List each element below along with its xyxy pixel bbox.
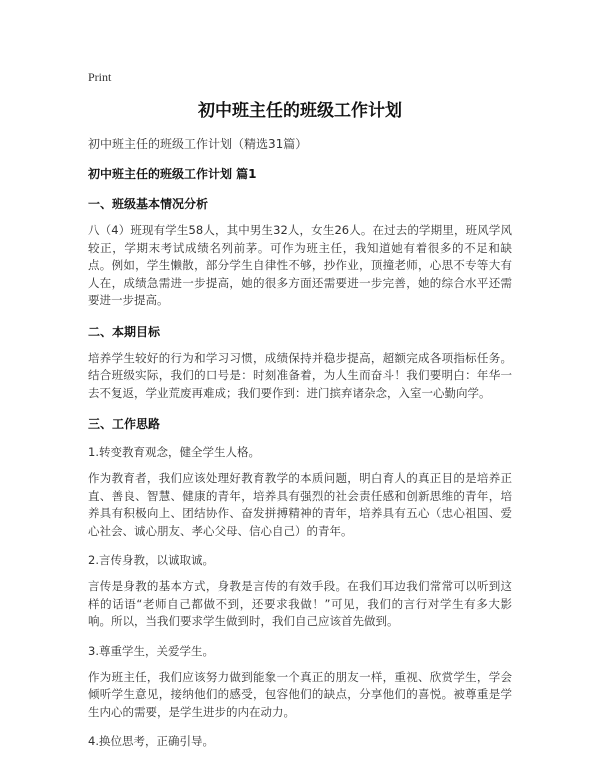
paragraph-point-2: 言传是身教的基本方式，身教是言传的有效手段。在我们耳边我们常常可以听到这样的话语“老师自己都做不到，还要求我做！”可见，我们的言行对学生有多大影响。所以，当我们要求学生做到时，我们自己应该首先做到。 [88, 579, 512, 628]
article-heading: 初中班主任的班级工作计划 篇1 [88, 167, 257, 181]
point-heading-3: 3.尊重学生，关爱学生。 [88, 643, 214, 658]
paragraph-goals: 培养学生较好的行为和学习习惯，成绩保持并稳步提高，超额完成各项指标任务。结合班级实际，我们的口号是：时刻准备着，为人生而奋斗！我们要明白：年华一去不复返，学业荒废再难成；我们要作到：进门摈弃诸杂念，入室一心勤向学。 [88, 350, 512, 400]
section-heading-class-analysis: 一、班级基本情况分析 [88, 197, 209, 211]
point-heading-2: 2.言传身教，以诚取诚。 [88, 553, 214, 567]
point-heading-4: 4.换位思考，正确引导。 [88, 734, 214, 748]
paragraph-point-1: 作为教育者，我们应该处理好教育教学的本质问题，明白育人的真正目的是培养正直、善良、智慧、健康的青年，培养具有强烈的社会责任感和创新思维的青年，培养具有积极向上、团结协作、奋发拼搏精神的青年，培养具有五心（忠心祖国、爱心社会、诚心朋友、孝心父母、信心自己）的青年。 [88, 471, 512, 538]
section-heading-work-ideas: 三、工作思路 [88, 417, 161, 431]
paragraph-point-3: 作为班主任，我们应该努力做到能象一个真正的朋友一样，重视、欣赏学生，学会倾听学生意见，接纳他们的感受，包容他们的缺点，分享他们的喜悦。被尊重是学生内心的需要，是学生进步的内在动力。 [88, 669, 512, 719]
print-link[interactable]: Print [88, 70, 112, 84]
paragraph-class-analysis: 八（4）班现有学生58人，其中男生32人，女生26人。在过去的学期里，班风学风较正，学期末考试成绩名列前茅。可作为班主任，我知道她有着很多的不足和缺点。例如，学生懒散，部分学生自律性不够，抄作业，顶撞老师，心思不专等大有人在，成绩急需进一步提高，她的很多方面还需要进一步完善，她的综合水平还需要进一步提高。 [88, 223, 512, 307]
section-heading-goals: 二、本期目标 [88, 324, 161, 339]
document-subtitle: 初中班主任的班级工作计划（精选31篇） [88, 137, 308, 151]
point-heading-1: 1.转变教育观念，健全学生人格。 [88, 445, 260, 459]
document-title: 初中班主任的班级工作计划 [198, 101, 402, 121]
